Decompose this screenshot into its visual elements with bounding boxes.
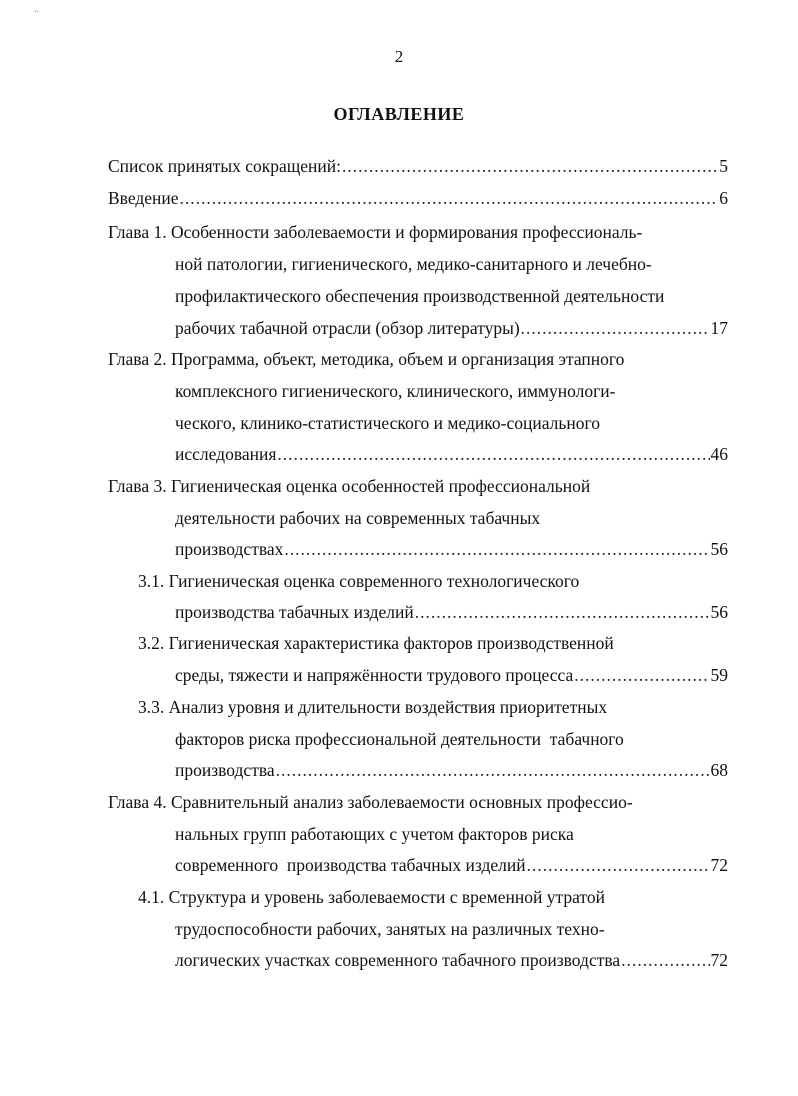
toc-entry-text: профилактического обеспечения производственной деятельности <box>175 286 665 306</box>
toc-entry-text: трудоспособности рабочих, занятых на различных техно- <box>175 919 605 939</box>
toc-entry-text: производствах <box>175 539 284 559</box>
leader-dots <box>415 599 710 625</box>
toc-entry-text: современного производства табачных изделий <box>175 855 526 875</box>
toc-entry-line <box>175 441 728 467</box>
toc-entry-line <box>175 505 540 531</box>
corner-mark: .. <box>34 4 39 15</box>
toc-entry-text: комплексного гигиенического, клинического, иммунологи- <box>175 381 616 401</box>
toc-entry-introduction <box>108 185 728 211</box>
toc-entry-line <box>138 630 614 656</box>
leader-dots <box>574 662 709 688</box>
toc-entry-line <box>175 536 728 562</box>
toc-page-number: 46 <box>710 444 728 464</box>
toc-page-number: 6 <box>719 188 728 208</box>
toc-entry-abbreviations <box>108 153 728 179</box>
leader-dots <box>180 185 719 211</box>
page-number: 2 <box>394 47 404 66</box>
toc-entry-text: производства табачных изделий <box>175 602 414 622</box>
toc-entry-line <box>175 726 624 752</box>
toc-entry-text: среды, тяжести и напряжённости трудового процесса <box>175 665 574 685</box>
toc-entry-line <box>138 884 605 910</box>
toc-entry-line <box>175 315 728 341</box>
toc-entry-text: Глава 3. Гигиеническая оценка особенностей профессиональной <box>108 476 591 496</box>
toc-entry-text: Введение <box>108 188 179 208</box>
leader-dots <box>284 536 709 562</box>
page-title: ОГЛАВЛЕНИЕ <box>333 104 465 124</box>
toc-page-number: 56 <box>710 602 728 622</box>
leader-dots <box>521 315 710 341</box>
toc-entry-text: ной патологии, гигиенического, медико-санитарного и лечебно- <box>175 254 652 274</box>
toc-entry-line <box>138 568 579 594</box>
toc-entry-text: исследования <box>175 444 277 464</box>
leader-dots <box>277 441 709 467</box>
toc-entry-line <box>108 346 624 372</box>
toc-entry-line <box>175 821 574 847</box>
toc-page-number: 17 <box>710 318 728 338</box>
toc-entry-line <box>175 757 728 783</box>
toc-page-number: 72 <box>710 855 728 875</box>
toc-entry-line <box>175 599 728 625</box>
toc-entry-line <box>108 789 633 815</box>
leader-dots <box>527 852 710 878</box>
toc-entry-text: факторов риска профессиональной деятельности табачного <box>175 729 624 749</box>
toc-entry-text: рабочих табачной отрасли (обзор литературы) <box>175 318 520 338</box>
toc-entry-text: ческого, клинико-статистического и медико-социального <box>175 413 600 433</box>
toc-page-number: 68 <box>710 760 728 780</box>
toc-entry-line <box>175 662 728 688</box>
leader-dots <box>621 947 709 973</box>
toc-entry-line <box>108 219 642 245</box>
toc-entry-line <box>175 947 728 973</box>
toc-page-number: 72 <box>710 950 728 970</box>
toc-entry-line <box>175 916 605 942</box>
toc-entry-text: логических участках современного табачного производства <box>175 950 621 970</box>
toc-page-number: 5 <box>719 156 728 176</box>
toc-entry-text: производства <box>175 760 275 780</box>
toc-entry-text: 3.3. Анализ уровня и длительности воздействия приоритетных <box>138 697 608 717</box>
toc-page-number: 56 <box>710 539 728 559</box>
toc-entry-line <box>175 852 728 878</box>
toc-entry-text: нальных групп работающих с учетом факторов риска <box>175 824 574 844</box>
toc-entry-text: деятельности рабочих на современных табачных <box>175 508 541 528</box>
toc-entry-line <box>175 251 652 277</box>
toc-entry-line <box>108 473 590 499</box>
toc-entry-line <box>175 378 615 404</box>
leader-dots <box>276 757 710 783</box>
toc-entry-text: 4.1. Структура и уровень заболеваемости с временной утратой <box>138 887 605 907</box>
toc-entry-text: Глава 4. Сравнительный анализ заболеваемости основных профессио- <box>108 792 633 812</box>
toc-entry-text: Глава 2. Программа, объект, методика, объем и организация этапного <box>108 349 625 369</box>
toc-entry-text: Глава 1. Особенности заболеваемости и формирования профессиональ- <box>108 222 643 242</box>
toc-entry-line <box>138 694 607 720</box>
toc-entry-text: 3.2. Гигиеническая характеристика факторов производственной <box>138 633 614 653</box>
toc-entry-text: Список принятых сокращений: <box>108 156 341 176</box>
toc-entry-line <box>175 410 600 436</box>
toc-page-number: 59 <box>710 665 728 685</box>
leader-dots <box>342 153 718 179</box>
toc-entry-text: 3.1. Гигиеническая оценка современного технологического <box>138 571 580 591</box>
toc-entry-line <box>175 283 664 309</box>
